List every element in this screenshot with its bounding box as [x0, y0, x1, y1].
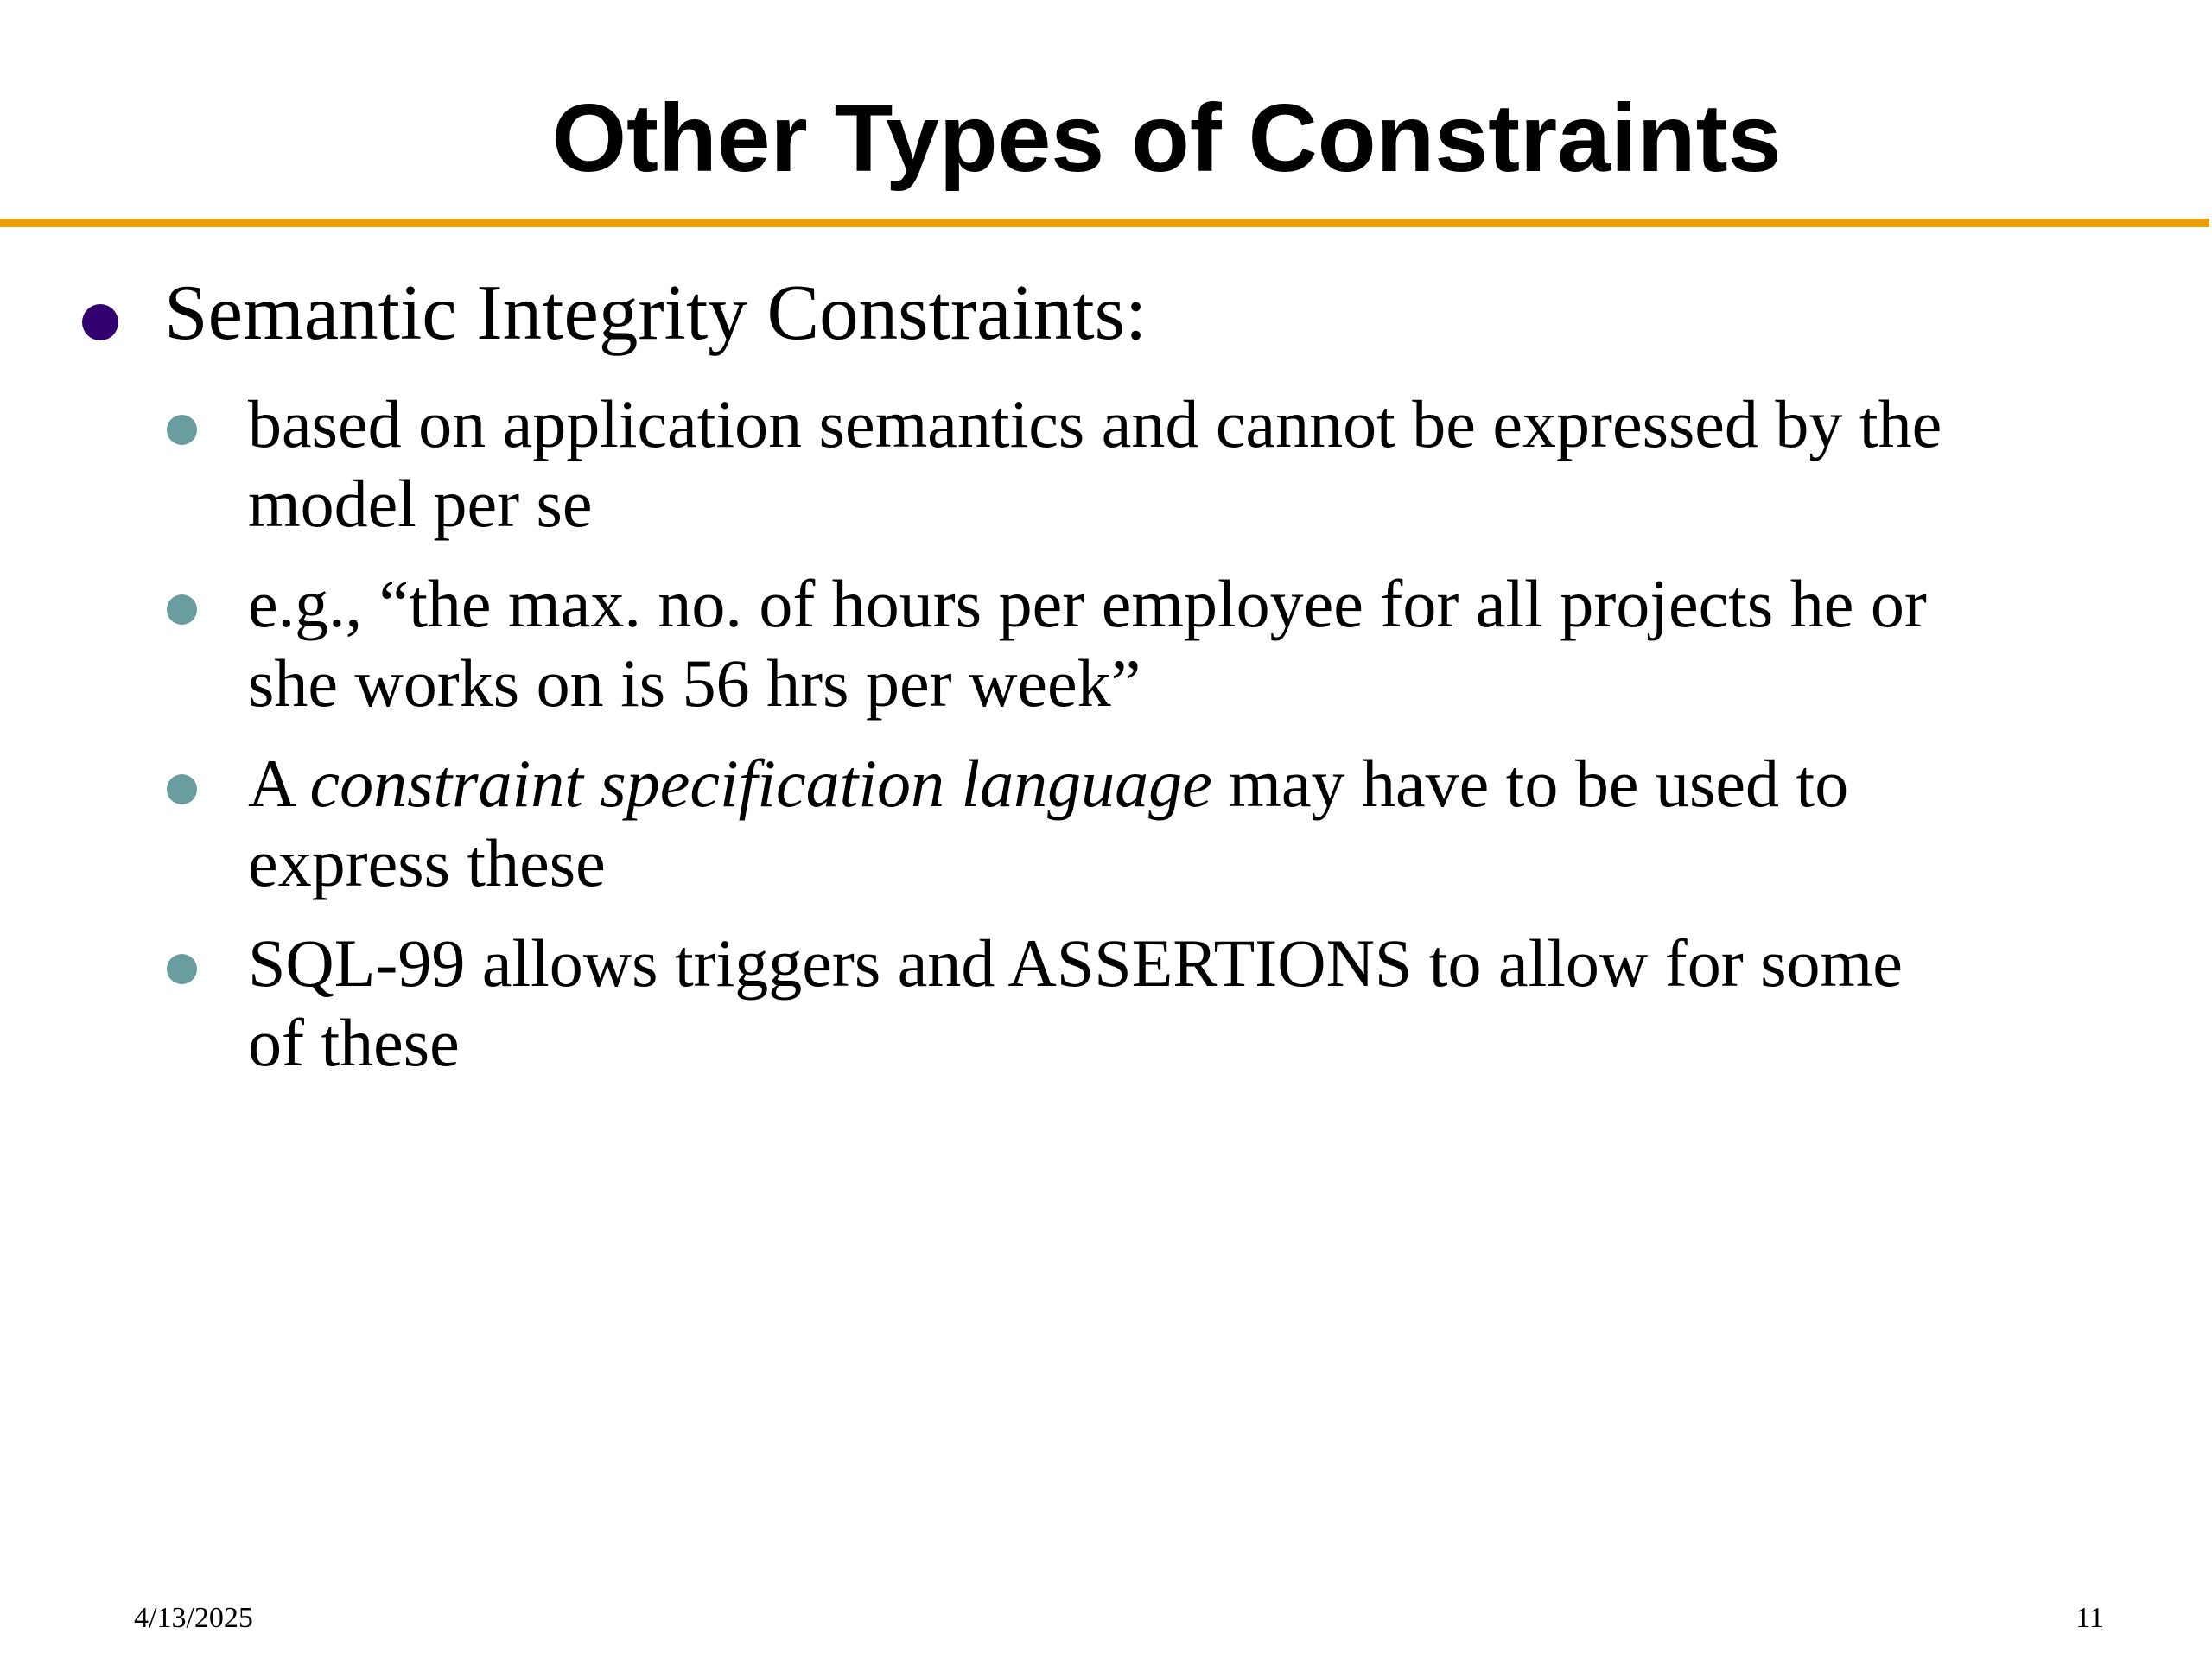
title-underline-rule	[0, 219, 2209, 227]
sub-bullet-item	[0, 924, 2212, 1103]
sub-bullet-text	[248, 564, 2201, 723]
sub-bullet-line: based on application semantics and cannot be expressed by the	[248, 386, 1942, 461]
sub-bullet-text-plain: may have to be used to	[1211, 746, 1849, 821]
sub-bullet-list	[0, 385, 2212, 1103]
footer-page-number: 11	[2075, 1602, 2104, 1634]
slide-title: Other Types of Constraints	[551, 85, 1782, 192]
sub-bullet-item	[0, 385, 2212, 564]
level2-bullet-dot	[167, 954, 197, 984]
sub-bullet-line: SQL-99 allows triggers and ASSERTIONS to allow for some	[248, 925, 1903, 1001]
sub-bullet-text-plain: A	[248, 746, 310, 821]
sub-bullet-text	[248, 744, 2201, 903]
sub-bullet-line: she works on is 56 hrs per week”	[248, 645, 1141, 721]
level2-bullet-dot	[167, 415, 197, 445]
sub-bullet-line: model per se	[248, 466, 593, 541]
level2-bullet-dot	[167, 774, 197, 804]
sub-bullet-item	[0, 564, 2212, 744]
level1-bullet-dot	[82, 304, 118, 340]
sub-bullet-line: e.g., “the max. no. of hours per employee for all projects he or	[248, 566, 1927, 641]
sub-bullet-item	[0, 744, 2212, 924]
main-bullet-text: Semantic Integrity Constraints:	[164, 269, 1147, 356]
sub-bullet-line: of these	[248, 1005, 460, 1080]
sub-bullet-text-italic: constraint specification language	[309, 746, 1212, 821]
sub-bullet-text	[248, 924, 2201, 1083]
sub-bullet-text	[248, 385, 2201, 543]
footer-date: 4/13/2025	[134, 1602, 253, 1634]
level2-bullet-dot	[167, 594, 197, 625]
sub-bullet-line	[248, 744, 2201, 823]
sub-bullet-line: express these	[248, 825, 606, 900]
